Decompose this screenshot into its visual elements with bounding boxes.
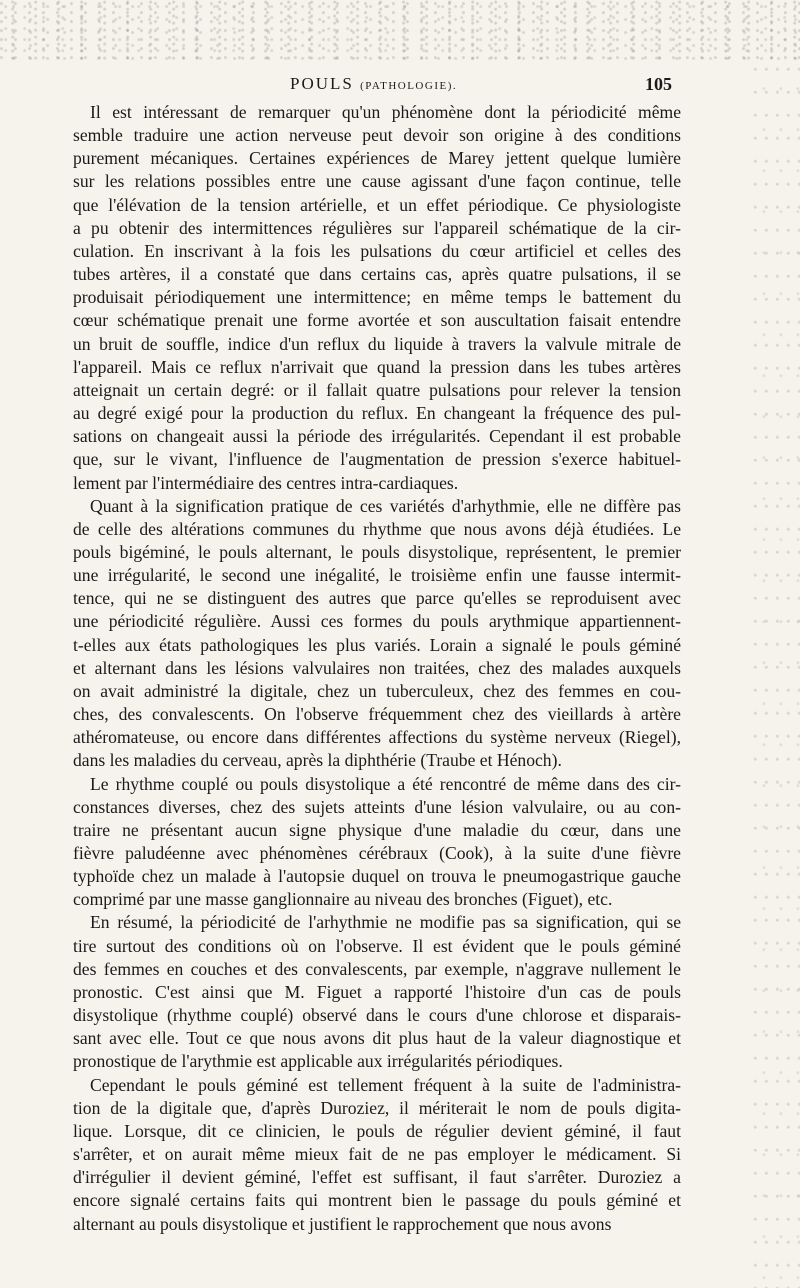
text-line: sant avec elle. Tout ce que nous avons dit plus haut de la valeur diagnostique et <box>73 1028 681 1049</box>
paragraph <box>73 1074 681 1236</box>
text-line: que, sur le vivant, l'influence de l'augmentation de pression s'exerce habituel- <box>73 449 681 470</box>
text-line: lique. Lorsque, dit ce clinicien, le pouls de régulier devient géminé, il faut <box>73 1120 681 1141</box>
text-line: cœur schématique prenait une forme avortée et son auscultation faisait entendre <box>73 310 681 331</box>
text-line: constances diverses, chez des sujets atteints d'une lésion valvulaire, ou au con- <box>73 796 681 817</box>
text-line: comprimé par une masse ganglionnaire au niveau des bronches (Figuet), etc. <box>73 889 613 910</box>
text-line: tire surtout des conditions où on l'observe. Il est évident que le pouls géminé <box>73 935 681 956</box>
text-line: d'irrégulier il devient géminé, l'effet est suffisant, il faut s'arrêter. Duroziez a <box>73 1167 681 1188</box>
text-line: et alternant dans les lésions valvulaires non traitées, chez des malades auxquels <box>73 657 681 678</box>
text-line: atteignait un certain degré: or il fallait quatre pulsations pour relever la tension <box>73 379 681 400</box>
text-line: ches, des convalescents. On l'observe fréquemment chez des vieillards à artère <box>73 704 681 725</box>
text-line: a pu obtenir des intermittences régulières sur l'appareil schématique de la cir- <box>73 217 681 238</box>
text-line: En résumé, la périodicité de l'arhythmie ne modifie pas sa signification, qui se <box>90 912 681 933</box>
body-text <box>73 101 681 1236</box>
text-line: au degré exigé pour la production du reflux. En changeant la fréquence des pul- <box>73 403 681 424</box>
text-line: dans les maladies du cerveau, après la diphthérie (Traube et Hénoch). <box>73 750 562 771</box>
text-line: produisait périodiquement une intermittence; en même temps le battement du <box>73 287 681 308</box>
text-line: on avait administré la digitale, chez un tuberculeux, chez des femmes en cou- <box>73 680 681 701</box>
page-number: 105 <box>645 74 672 94</box>
text-line: Il est intéressant de remarquer qu'un phénomène dont la périodicité même <box>90 102 681 122</box>
text-line: Cependant le pouls géminé est tellement fréquent à la suite de l'administra- <box>90 1074 681 1095</box>
text-line: encore signalé certains faits qui montrent bien le passage du pouls géminé et <box>73 1190 681 1211</box>
paragraph <box>73 773 681 912</box>
paragraph <box>73 911 681 1073</box>
text-line: l'appareil. Mais ce reflux n'arrivait que quand la pression dans les tubes artères <box>73 356 681 377</box>
text-line: tubes artères, il a constaté que dans certains cas, après quatre pulsations, il se <box>73 264 681 285</box>
text-line: un bruit de souffle, indice d'un reflux du liquide à travers la valvule mitrale de <box>73 333 681 354</box>
text-line: une irrégularité, le second une inégalité, le troisième enfin une fausse intermit- <box>73 565 681 586</box>
text-line: sations on changeait aussi la période des irrégularités. Cependant il est probable <box>73 426 681 447</box>
text-line: fièvre paludéenne avec phénomènes cérébraux (Cook), à la suite d'une fièvre <box>73 843 681 863</box>
running-title <box>290 74 457 94</box>
text-line: purement mécaniques. Certaines expériences de Marey jettent quelque lumière <box>73 148 681 169</box>
text-line: une périodicité régulière. Aussi ces formes du pouls arythmique appartiennent- <box>73 611 681 632</box>
running-title-sub: (PATHOLOGIE). <box>360 80 458 92</box>
scan-noise-edge <box>752 60 800 1288</box>
text-line: tion de la digitale que, d'après Duroziez, il mériterait le nom de pouls digita- <box>73 1097 681 1118</box>
text-line: tence, qui ne se distinguent des autres que parce qu'elles se reproduisent avec <box>73 588 681 609</box>
text-line: sur les relations possibles entre une cause agissant d'une façon continue, telle <box>73 171 681 192</box>
text-line: typhoïde chez un malade à l'autopsie duquel on trouva le pneumogastrique gauche <box>73 866 681 887</box>
text-line: Le rhythme couplé ou pouls disystolique a été rencontré de même dans des cir- <box>90 773 681 794</box>
text-line: s'arrêter, et on aurait même mieux fait de ne pas employer le médicament. Si <box>73 1144 681 1165</box>
text-line: des femmes en couches et des convalescents, par exemple, n'aggrave nullement le <box>73 958 681 979</box>
text-line: Quant à la signification pratique de ces variétés d'arhythmie, elle ne diffère pas <box>90 495 681 516</box>
text-line: de celle des altérations communes du rhythme que nous avons déjà étudiées. Le <box>73 518 681 539</box>
text-line: pouls bigéminé, le pouls alternant, le pouls disystolique, représentent, le premier <box>73 541 681 562</box>
scan-noise-top <box>0 0 800 60</box>
paragraph <box>73 101 681 495</box>
text-line: que l'élévation de la tension artérielle, et un effet périodique. Ce physiologiste <box>73 194 681 215</box>
running-title-main: POULS <box>290 74 354 93</box>
text-line: athéromateuse, ou encore dans différentes affections du système nerveux (Riegel), <box>73 727 681 748</box>
text-line: traire ne présentant aucun signe physique d'une maladie du cœur, dans une <box>73 819 681 840</box>
text-line: lement par l'intermédiaire des centres intra-cardiaques. <box>73 472 459 493</box>
text-line: culation. En inscrivant à la fois les pulsations du cœur artificiel et celles des <box>73 240 681 261</box>
text-line: pronostic. C'est ainsi que M. Figuet a rapporté l'histoire d'un cas de pouls <box>73 981 681 1002</box>
text-line: disystolique (rhythme couplé) observé dans le cours d'une chlorose et disparais- <box>73 1005 681 1026</box>
running-head <box>72 74 672 98</box>
text-line: pronostique de l'arythmie est applicable aux irrégularités périodiques. <box>73 1051 563 1072</box>
paragraph <box>73 495 681 773</box>
text-line: alternant au pouls disystolique et justifient le rapprochement que nous avons <box>73 1213 612 1234</box>
text-line: t-elles aux états pathologiques les plus variés. Lorain a signalé le pouls géminé <box>73 634 681 655</box>
text-line: semble traduire une action nerveuse peut devoir son origine à des conditions <box>73 125 681 146</box>
